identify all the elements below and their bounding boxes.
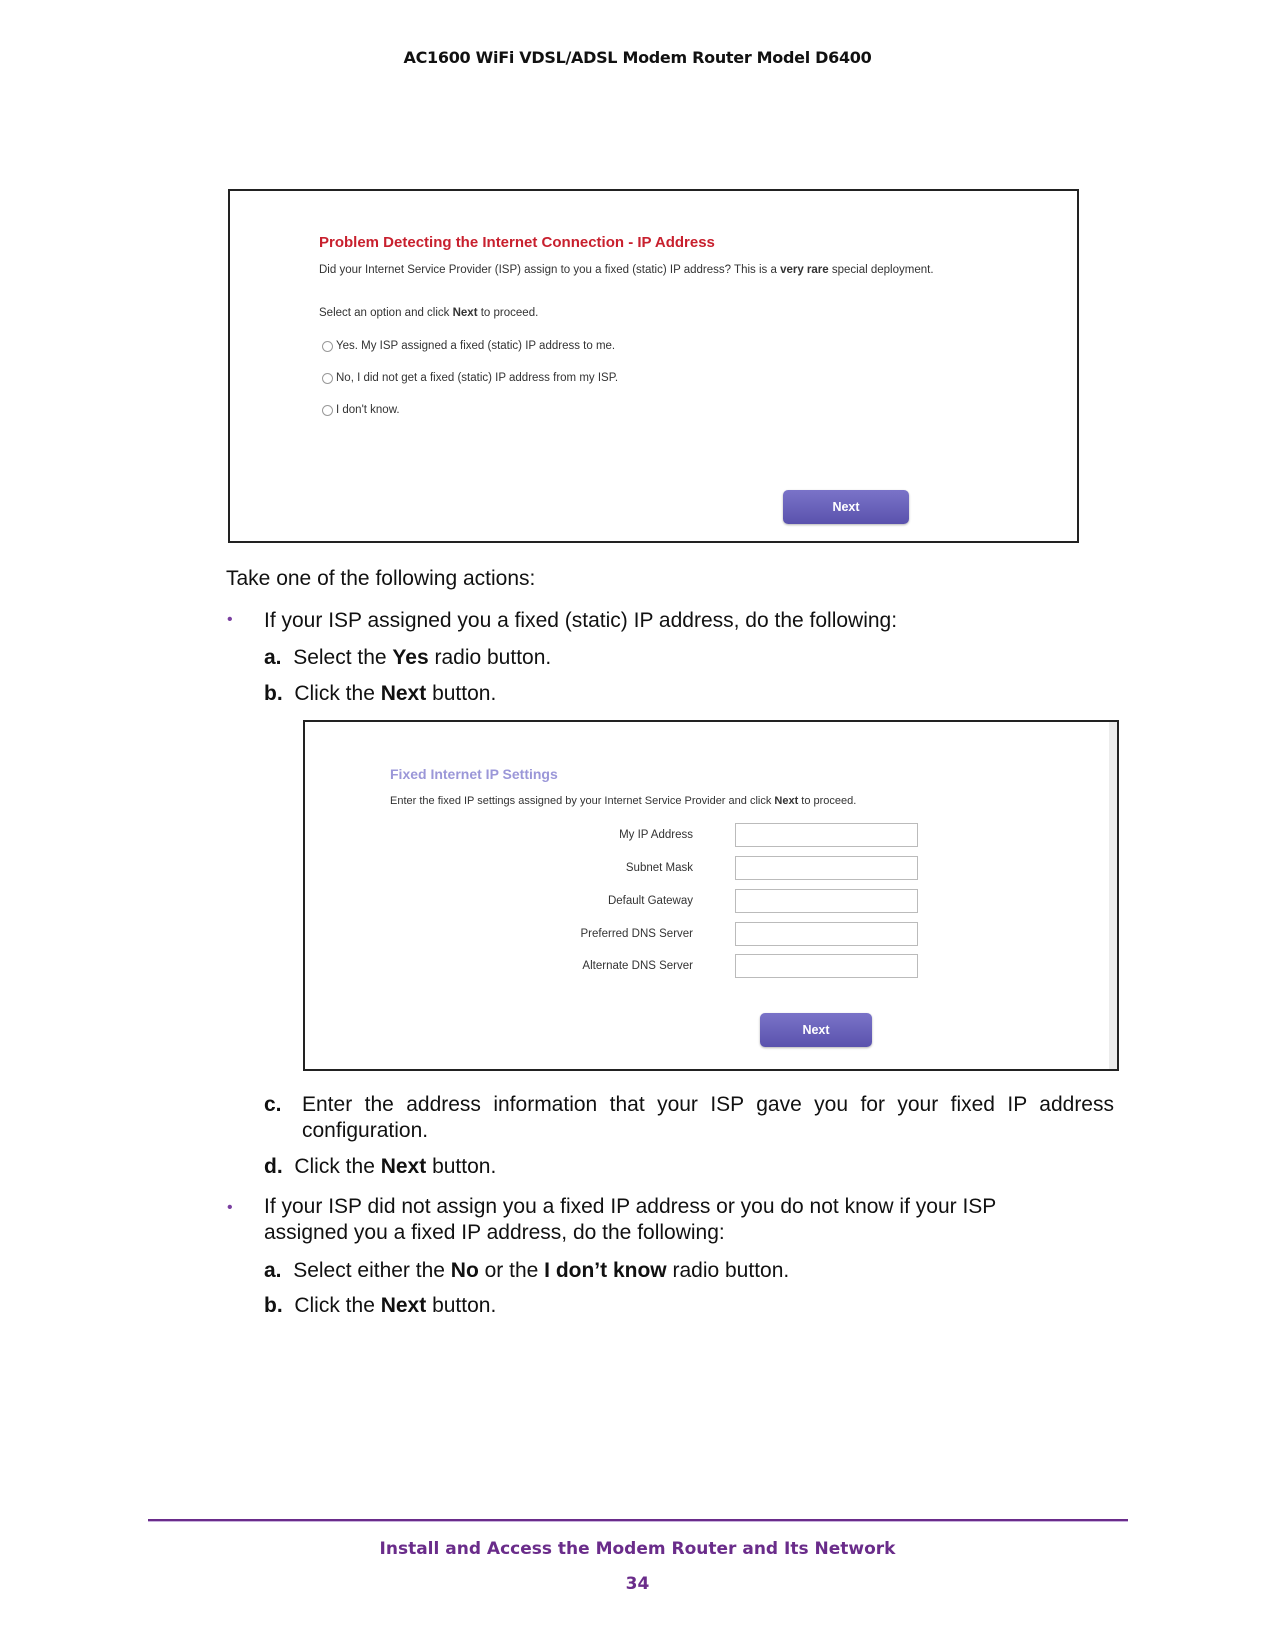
radio-dont-know[interactable]: I don't know. [322, 404, 400, 416]
next-button[interactable]: Next [783, 490, 909, 524]
alternate-dns-label: Alternate DNS Server [582, 960, 693, 972]
bullet1-text: If your ISP assigned you a fixed (static) IP address, do the following: [264, 609, 898, 632]
default-gateway-input[interactable] [735, 889, 918, 913]
preferred-dns-label: Preferred DNS Server [580, 928, 693, 940]
preferred-dns-input[interactable] [735, 922, 918, 946]
footer-section-title: Install and Access the Modem Router and Its Network [379, 1539, 896, 1559]
step-b-2: b. Click the Next button. [264, 1294, 497, 1317]
next-button[interactable]: Next [760, 1013, 872, 1047]
radio-circle-icon[interactable] [322, 341, 333, 352]
radio-circle-icon[interactable] [322, 373, 333, 384]
question-text: Did your Internet Service Provider (ISP) assign to you a fixed (static) IP address? This is a very rare special deployment. [319, 264, 934, 276]
step-b: b. Click the Next button. [264, 682, 497, 705]
step-a: a. Select the Yes radio button. [264, 646, 552, 669]
intro-text: Take one of the following actions: [226, 567, 536, 590]
default-gateway-label: Default Gateway [607, 895, 693, 907]
step-d: d. Click the Next button. [264, 1155, 497, 1178]
radio-no[interactable]: No, I did not get a fixed (static) IP address from my ISP. [322, 372, 618, 384]
ip-address-detection-screenshot [228, 189, 1079, 543]
page-number: 34 [625, 1574, 650, 1594]
instruction-text: Enter the fixed IP settings assigned by your Internet Service Provider and click Next to proceed. [390, 795, 857, 807]
step-c: c. Enter the address information that your ISP gave you for your fixed IP address configuration. [264, 1093, 1114, 1142]
subnet-mask-input[interactable] [735, 856, 918, 880]
step-a-2: a. Select either the No or the I don’t know radio button. [264, 1259, 790, 1282]
document-header: AC1600 WiFi VDSL/ADSL Modem Router Model D6400 [403, 48, 872, 67]
my-ip-address-input[interactable] [735, 823, 918, 847]
radio-circle-icon[interactable] [322, 405, 333, 416]
screenshot-title: Problem Detecting the Internet Connection - IP Address [319, 234, 715, 251]
alternate-dns-input[interactable] [735, 954, 918, 978]
screenshot-title: Fixed Internet IP Settings [390, 766, 558, 782]
radio-yes[interactable]: Yes. My ISP assigned a fixed (static) IP address to me. [322, 340, 615, 352]
footer-divider-shadow [148, 1521, 1128, 1522]
bullet-icon: • [227, 1199, 233, 1216]
subnet-mask-label: Subnet Mask [625, 862, 693, 874]
instruction-text: Select an option and click Next to proceed. [319, 307, 539, 319]
bullet-icon: • [227, 611, 233, 628]
my-ip-address-label: My IP Address [619, 829, 693, 841]
bullet2-text: If your ISP did not assign you a fixed IP address or you do not know if your ISP assigned you a fixed IP address, do the following: [264, 1195, 996, 1244]
fixed-ip-settings-screenshot [303, 720, 1119, 1071]
